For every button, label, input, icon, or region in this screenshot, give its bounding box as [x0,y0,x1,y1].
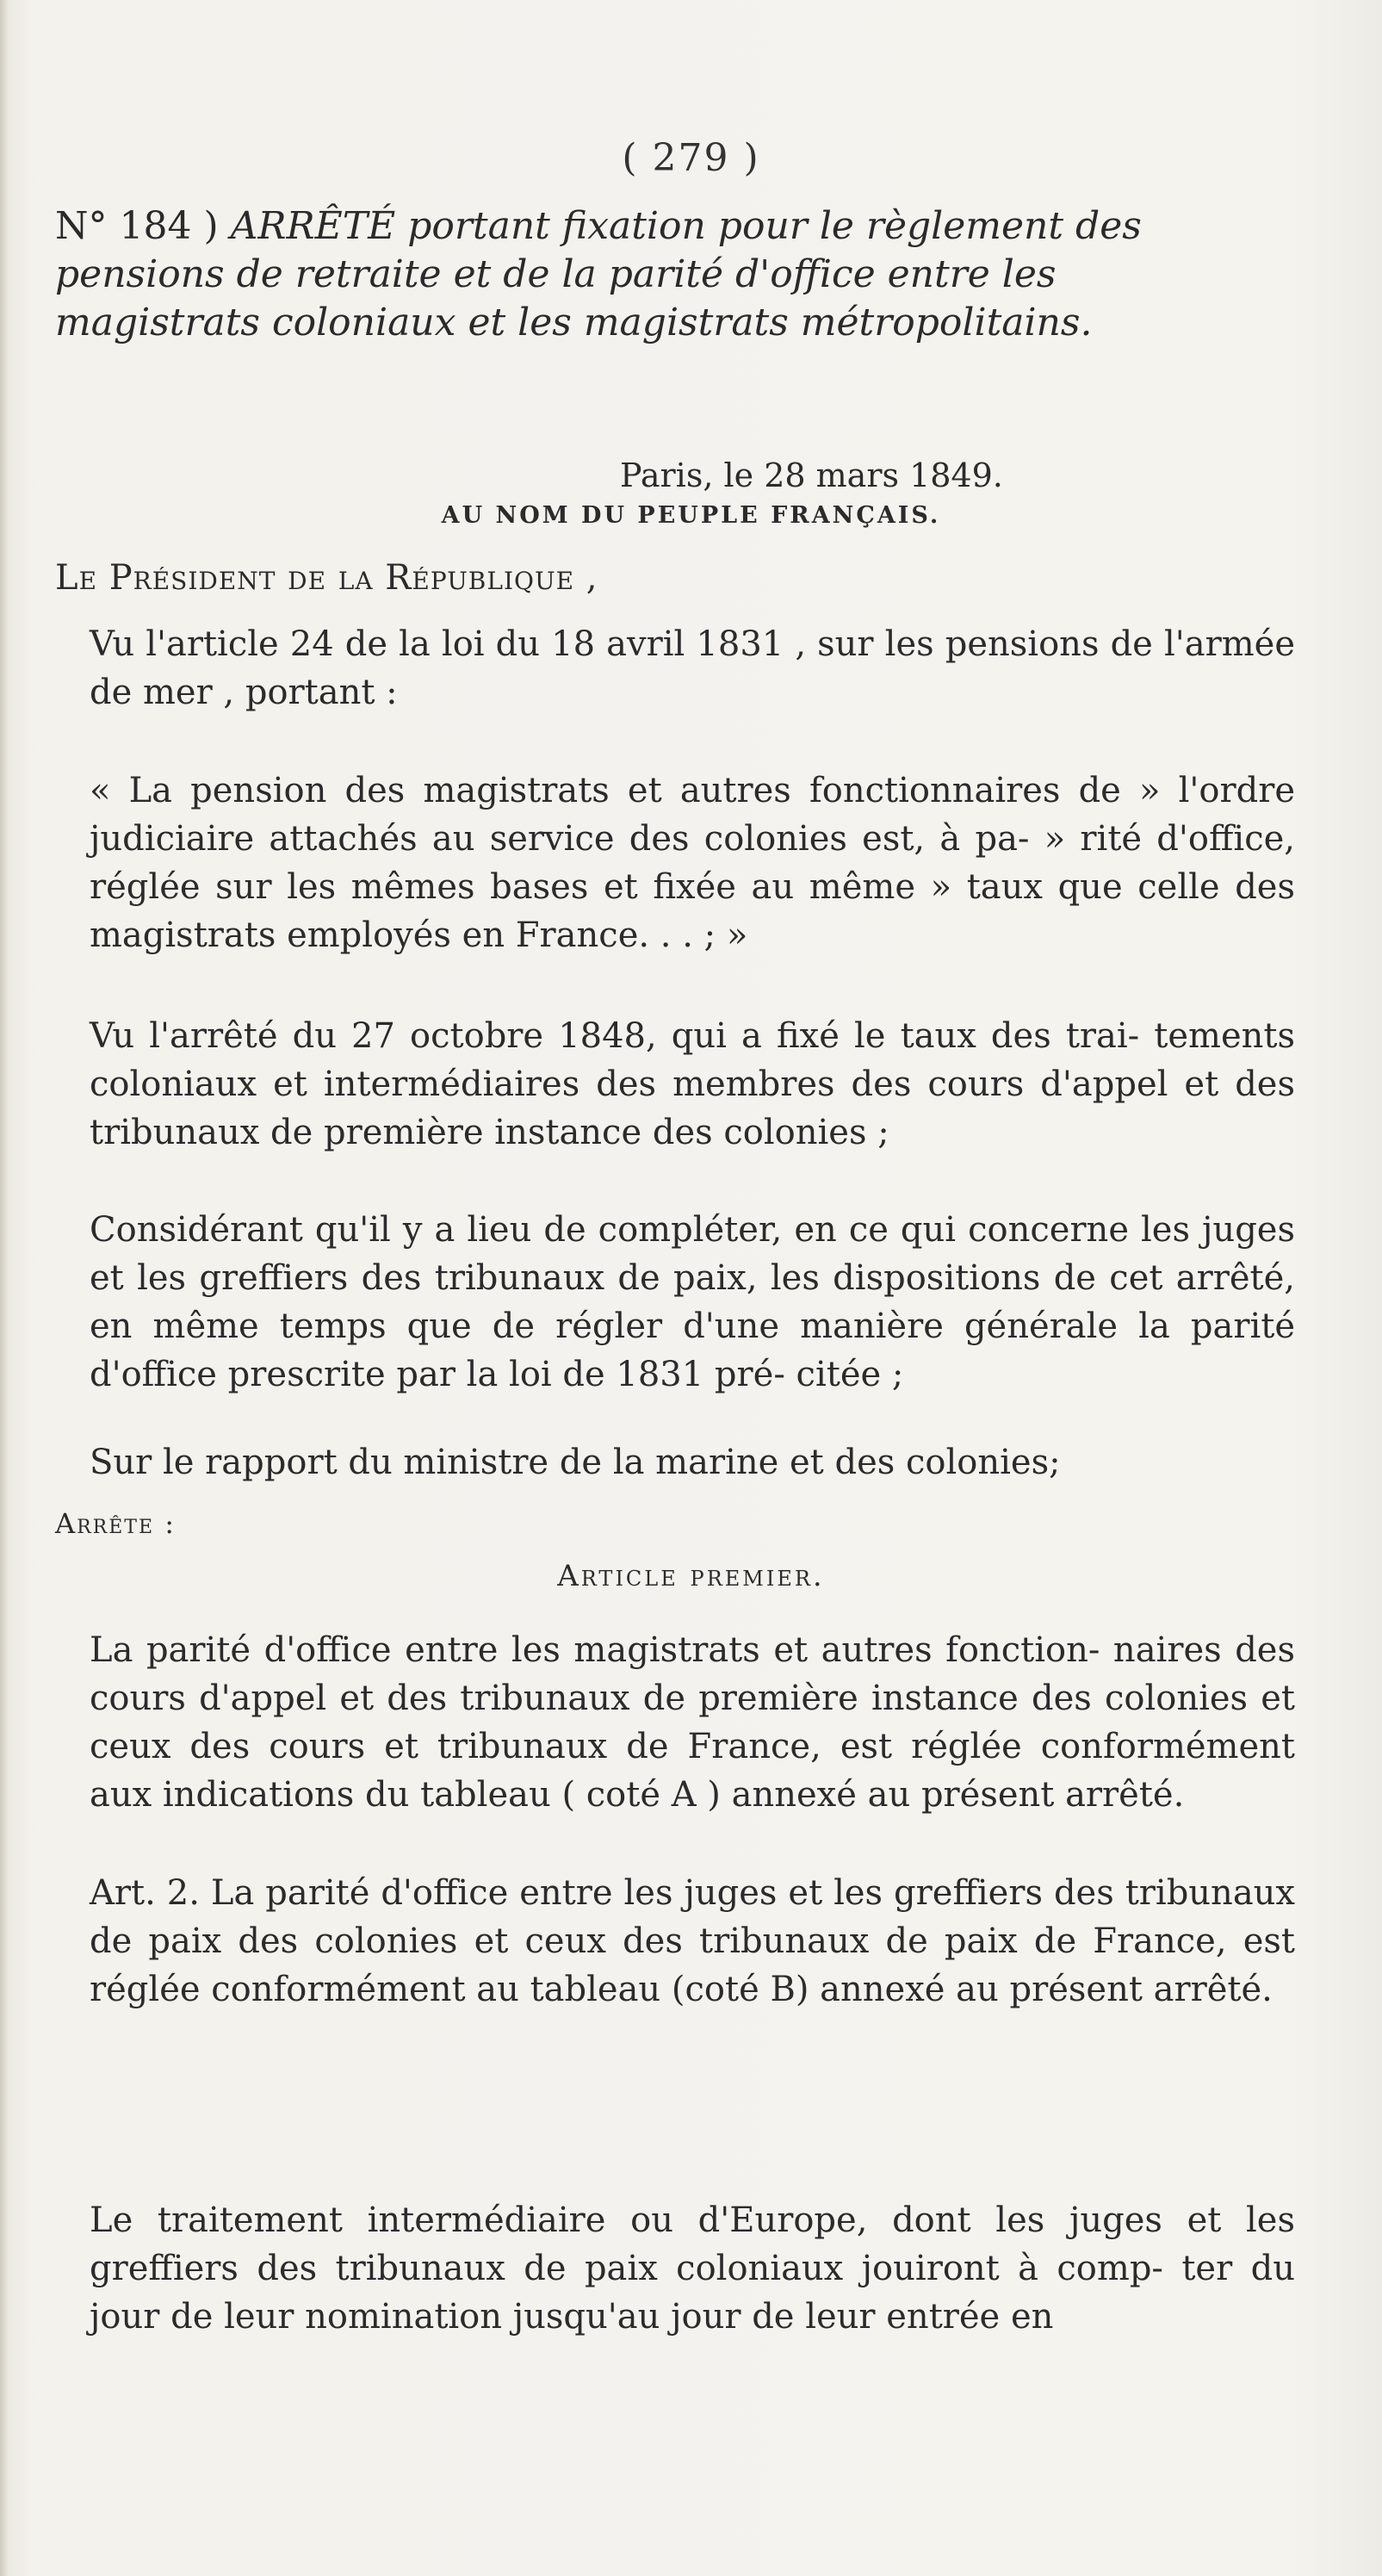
document-heading [55,202,1261,347]
paragraph-article-2: Art. 2. La parité d'office entre les juges et les greffiers des tribunaux de paix des colonies et ceux des tribunaux de paix de France, est réglée conformément au tableau (coté B) annexé au présent arrêté. [90,1873,1295,2009]
document-title: ARRÊTÉ portant fixation pour le règlement des pensions de retraite et de la parité d'office entre les magistrats coloniaux et les magistrats métropolitains. [55,204,1142,345]
page-binding-edge [0,0,9,2576]
page-number: ( 279 ) [622,136,760,180]
paragraph-traitement: Le traitement intermédiaire ou d'Europe, dont les juges et les greffiers des tribunaux de paix coloniaux jouiront à comp- ter du jour de leur nomination jusqu'au jour de leur entrée en [90,2200,1295,2337]
paragraph-quotation: « La pension des magistrats et autres fonctionnaires de » l'ordre judiciaire attachés au service des colonies est, à pa- » rité d'office, réglée sur les mêmes bases et fixée au même » taux que celle des magistrats employés en France. . . ; » [90,771,1295,955]
document-number: N° 184 ) [55,204,219,248]
president-line: Le Président de la République , [55,558,598,598]
paragraph-vu-article: Vu l'article 24 de la loi du 18 avril 1831 , sur les pensions de l'armée de mer , portant : [90,624,1295,712]
paragraph-sur-le-rapport: Sur le rapport du ministre de la marine et des colonies; [90,1443,1061,1482]
paragraph-considerant: Considérant qu'il y a lieu de compléter, en ce qui concerne les juges et les greffiers des tribunaux de paix, les dispositions de cet arrêté, en même temps que de régler d'une manière générale la parité d'office prescrite par la loi de 1831 pré- citée ; [90,1210,1295,1394]
paragraph-article-1: La parité d'office entre les magistrats et autres fonction- naires des cours d'appel et des tribunaux de première instance des colonies et ceux des cours et tribunaux de France, est réglée conformément aux indications du tableau ( coté A ) annexé au présent arrêté. [90,1630,1295,1815]
au-nom-heading: AU NOM DU PEUPLE FRANÇAIS. [441,502,941,529]
article-premier-title: Article premier. [557,1559,825,1593]
dateline: Paris, le 28 mars 1849. [620,456,1003,494]
arrete-label: Arrête : [55,1507,176,1540]
paragraph-vu-arrete: Vu l'arrêté du 27 octobre 1848, qui a fixé le taux des trai- tements coloniaux et intermédiaires des membres des cours d'appel et des tribunaux de première instance des colonies ; [90,1016,1295,1152]
